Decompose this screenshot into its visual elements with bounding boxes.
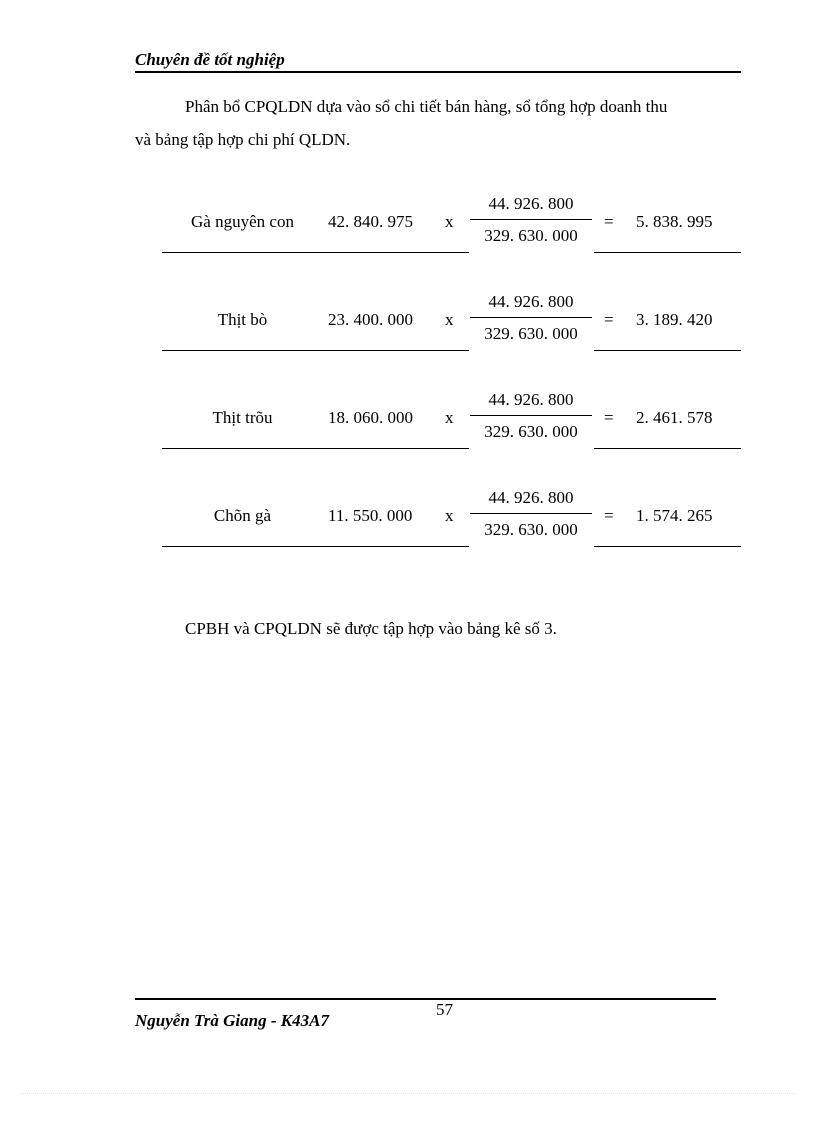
page-edge-divider [20, 1093, 796, 1094]
row-divider-right [594, 546, 741, 547]
fraction-bar [470, 415, 592, 416]
fraction-denominator: 329. 630. 000 [484, 324, 578, 343]
closing-paragraph: CPBH và CPQLDN sẽ được tập hợp vào bảng kê số 3. [185, 619, 557, 638]
row-divider-left [162, 350, 469, 351]
product-amount: 42. 840. 975 [328, 212, 413, 231]
row-divider-left [162, 448, 469, 449]
row-divider-right [594, 350, 741, 351]
intro-paragraph-line-1: Phân bổ CPQLDN dựa vào sổ chi tiết bán hàng, sổ tổng hợp doanh thu [185, 97, 668, 116]
product-amount: 11. 550. 000 [328, 506, 413, 525]
allocation-row [0, 190, 816, 288]
header-divider [135, 71, 741, 73]
fraction-bar [470, 513, 592, 514]
fraction-bar [470, 317, 592, 318]
header-title: Chuyên đề tốt nghiệp [135, 50, 285, 69]
allocated-result: 2. 461. 578 [636, 408, 713, 427]
equals-sign: = [604, 212, 614, 231]
product-amount: 18. 060. 000 [328, 408, 413, 427]
allocated-result: 3. 189. 420 [636, 310, 713, 329]
allocated-result: 1. 574. 265 [636, 506, 713, 525]
multiply-sign: x [445, 408, 454, 427]
row-divider-left [162, 252, 469, 253]
product-label: Thịt bò [217, 310, 268, 329]
multiply-sign: x [445, 310, 454, 329]
fraction-numerator: 44. 926. 800 [488, 194, 574, 213]
allocated-result: 5. 838. 995 [636, 212, 713, 231]
allocation-row [0, 288, 816, 386]
multiply-sign: x [445, 212, 454, 231]
allocation-row [0, 386, 816, 484]
fraction-numerator: 44. 926. 800 [488, 390, 574, 409]
row-divider-right [594, 252, 741, 253]
equals-sign: = [604, 310, 614, 329]
row-divider-right [594, 448, 741, 449]
product-label: Thịt trõu [212, 408, 273, 427]
fraction-bar [470, 219, 592, 220]
fraction-denominator: 329. 630. 000 [484, 422, 578, 441]
fraction-numerator: 44. 926. 800 [488, 292, 574, 311]
multiply-sign: x [445, 506, 454, 525]
footer-author: Nguyễn Trà Giang - K43A7 [135, 1011, 329, 1030]
product-label: Chõn gà [213, 506, 272, 525]
fraction-denominator: 329. 630. 000 [484, 520, 578, 539]
fraction-numerator: 44. 926. 800 [488, 488, 574, 507]
equals-sign: = [604, 408, 614, 427]
fraction-denominator: 329. 630. 000 [484, 226, 578, 245]
product-amount: 23. 400. 000 [328, 310, 413, 329]
row-divider-left [162, 546, 469, 547]
equals-sign: = [604, 506, 614, 525]
page-number: 57 [436, 1000, 453, 1019]
product-label: Gà nguyên con [191, 212, 294, 231]
footer-divider [135, 998, 716, 1000]
intro-paragraph-line-2: và bảng tập hợp chi phí QLDN. [135, 130, 351, 149]
allocation-row [0, 484, 816, 582]
